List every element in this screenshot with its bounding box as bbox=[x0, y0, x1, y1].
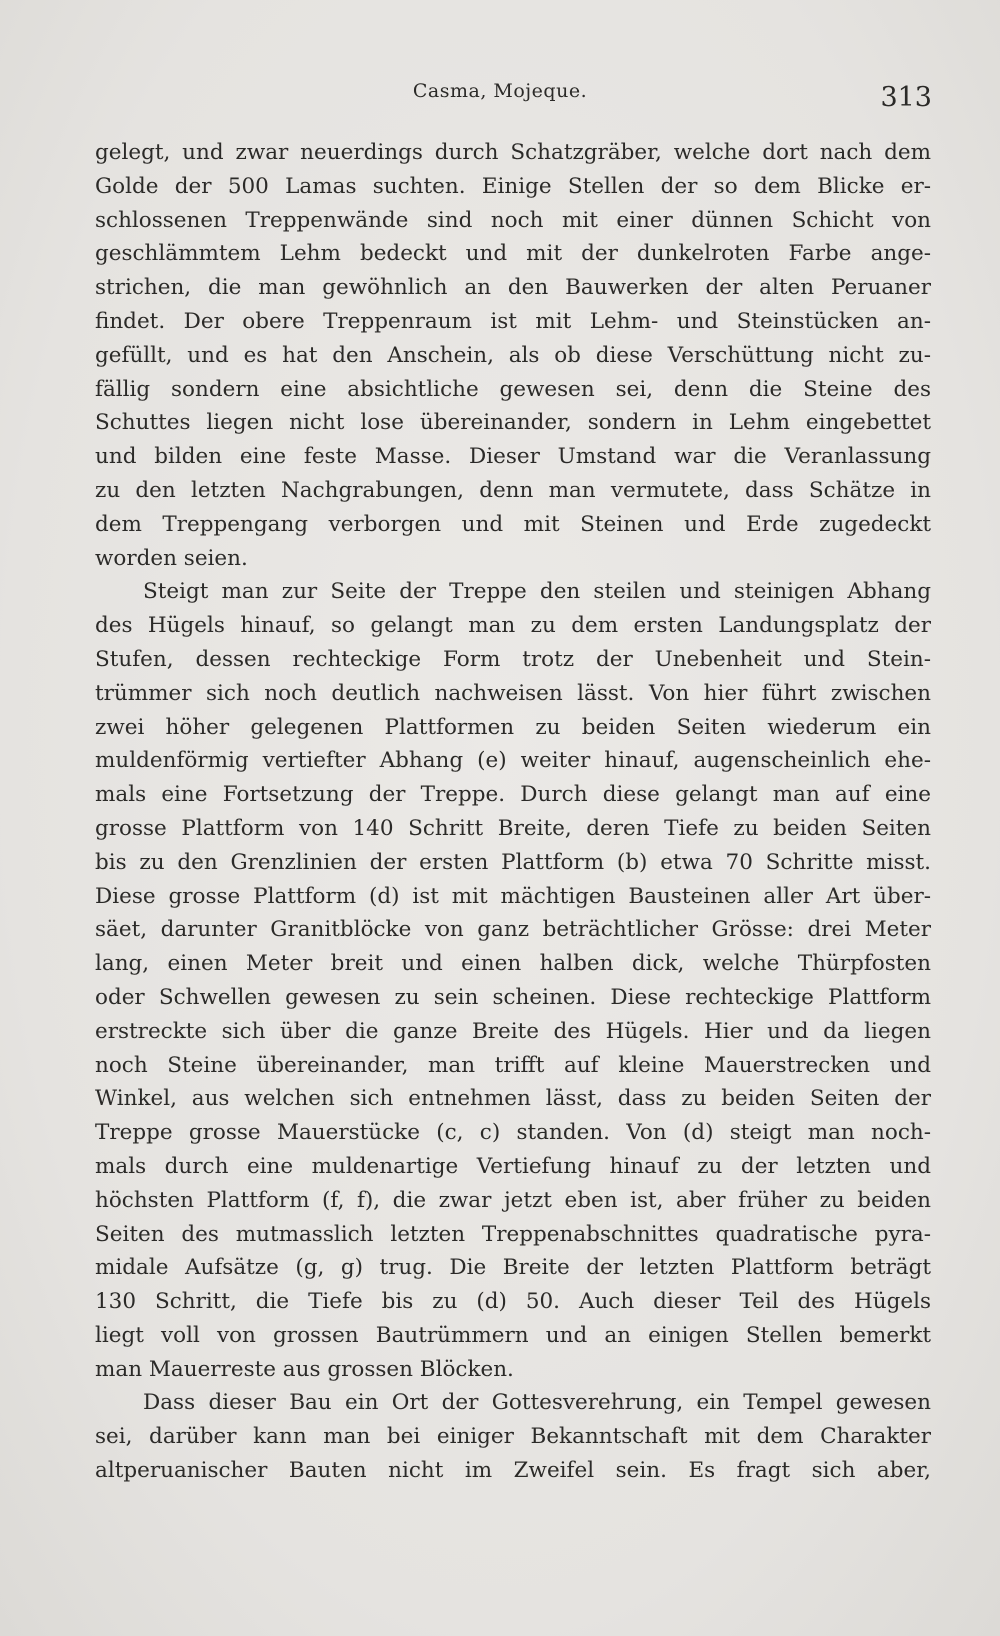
text-line: erstreckte sich über die ganze Breite des Hügels. Hier und da liegen bbox=[95, 1018, 931, 1044]
text-line: Diese grosse Plattform (d) ist mit mächtigen Bausteinen aller Art über- bbox=[95, 883, 931, 909]
text-line: liegt voll von grossen Bautrümmern und an einigen Stellen bemerkt bbox=[95, 1322, 931, 1348]
text-line: noch Steine übereinander, man trifft auf kleine Mauerstrecken und bbox=[95, 1052, 931, 1078]
text-line: gelegt, und zwar neuerdings durch Schatzgräber, welche dort nach dem bbox=[95, 140, 931, 165]
text-line: sei, darüber kann man bei einiger Bekanntschaft mit dem Charakter bbox=[95, 1424, 931, 1450]
text-line: Golde der 500 Lamas suchten. Einige Stellen der so dem Blicke er- bbox=[95, 173, 931, 199]
text-line: zu den letzten Nachgrabungen, denn man vermutete, dass Schätze in bbox=[95, 477, 931, 503]
text-line: Treppe grosse Mauerstücke (c, c) standen. Von (d) steigt man noch- bbox=[95, 1120, 931, 1146]
text-line: 130 Schritt, die Tiefe bis zu (d) 50. Auch dieser Teil des Hügels bbox=[95, 1289, 931, 1315]
text-line: gefüllt, und es hat den Anschein, als ob diese Verschüttung nicht zu- bbox=[95, 342, 931, 368]
paragraph bbox=[95, 575, 931, 1386]
text-line: dem Treppengang verborgen und mit Steinen und Erde zugedeckt bbox=[95, 511, 931, 537]
text-line: man Mauerreste aus grossen Blöcken. bbox=[95, 1356, 514, 1382]
text-line: trümmer sich noch deutlich nachweisen lässt. Von hier führt zwischen bbox=[95, 680, 931, 706]
running-header-title: Casma, Mojeque. bbox=[412, 80, 588, 102]
text-line: Stufen, dessen rechteckige Form trotz der Unebenheit und Stein- bbox=[95, 646, 931, 672]
paragraph bbox=[95, 136, 931, 575]
text-line: lang, einen Meter breit und einen halben dick, welche Thürpfosten bbox=[95, 951, 931, 977]
text-line: mals eine Fortsetzung der Treppe. Durch diese gelangt man auf eine bbox=[95, 782, 931, 808]
text-line: schlossenen Treppenwände sind noch mit einer dünnen Schicht von bbox=[95, 207, 931, 233]
text-line: midale Aufsätze (g, g) trug. Die Breite der letzten Plattform beträgt bbox=[95, 1255, 931, 1281]
paragraph bbox=[95, 1386, 931, 1487]
text-line: strichen, die man gewöhnlich an den Bauwerken der alten Peruaner bbox=[95, 275, 931, 301]
text-line: muldenförmig vertiefter Abhang (e) weiter hinauf, augenscheinlich ehe- bbox=[95, 748, 931, 774]
text-line: zwei höher gelegenen Plattformen zu beiden Seiten wiederum ein bbox=[95, 714, 931, 740]
text-line: und bilden eine feste Masse. Dieser Umstand war die Veranlassung bbox=[95, 444, 931, 470]
text-line: des Hügels hinauf, so gelangt man zu dem ersten Landungsplatz der bbox=[95, 613, 931, 639]
text-line: Seiten des mutmasslich letzten Treppenabschnittes quadratische pyra- bbox=[95, 1221, 931, 1247]
text-line: altperuanischer Bauten nicht im Zweifel sein. Es fragt sich aber, bbox=[95, 1458, 931, 1484]
text-line: worden seien. bbox=[95, 545, 248, 571]
page-number: 313 bbox=[880, 82, 932, 113]
text-line: Steigt man zur Seite der Treppe den steilen und steinigen Abhang bbox=[143, 579, 931, 605]
text-line: säet, darunter Granitblöcke von ganz beträchtlicher Grösse: drei Meter bbox=[95, 917, 931, 943]
text-line: mals durch eine muldenartige Vertiefung hinauf zu der letzten und bbox=[95, 1153, 931, 1179]
text-line: geschlämmtem Lehm bedeckt und mit der dunkelroten Farbe ange- bbox=[95, 241, 931, 267]
text-line: fällig sondern eine absichtliche gewesen sei, denn die Steine des bbox=[95, 376, 931, 402]
text-line: höchsten Plattform (f, f), die zwar jetzt eben ist, aber früher zu beiden bbox=[95, 1187, 931, 1213]
text-line: bis zu den Grenzlinien der ersten Plattform (b) etwa 70 Schritte misst. bbox=[95, 849, 931, 875]
text-line: grosse Plattform von 140 Schritt Breite, deren Tiefe zu beiden Seiten bbox=[95, 815, 931, 841]
text-line: Winkel, aus welchen sich entnehmen lässt, dass zu beiden Seiten der bbox=[95, 1086, 931, 1112]
text-line: findet. Der obere Treppenraum ist mit Lehm- und Steinstücken an- bbox=[95, 308, 931, 334]
text-line: oder Schwellen gewesen zu sein scheinen. Diese rechteckige Plattform bbox=[95, 984, 931, 1010]
text-line: Schuttes liegen nicht lose übereinander, sondern in Lehm eingebettet bbox=[95, 410, 931, 436]
body-text bbox=[95, 136, 931, 1488]
text-line: Dass dieser Bau ein Ort der Gottesverehrung, ein Tempel gewesen bbox=[143, 1390, 931, 1416]
